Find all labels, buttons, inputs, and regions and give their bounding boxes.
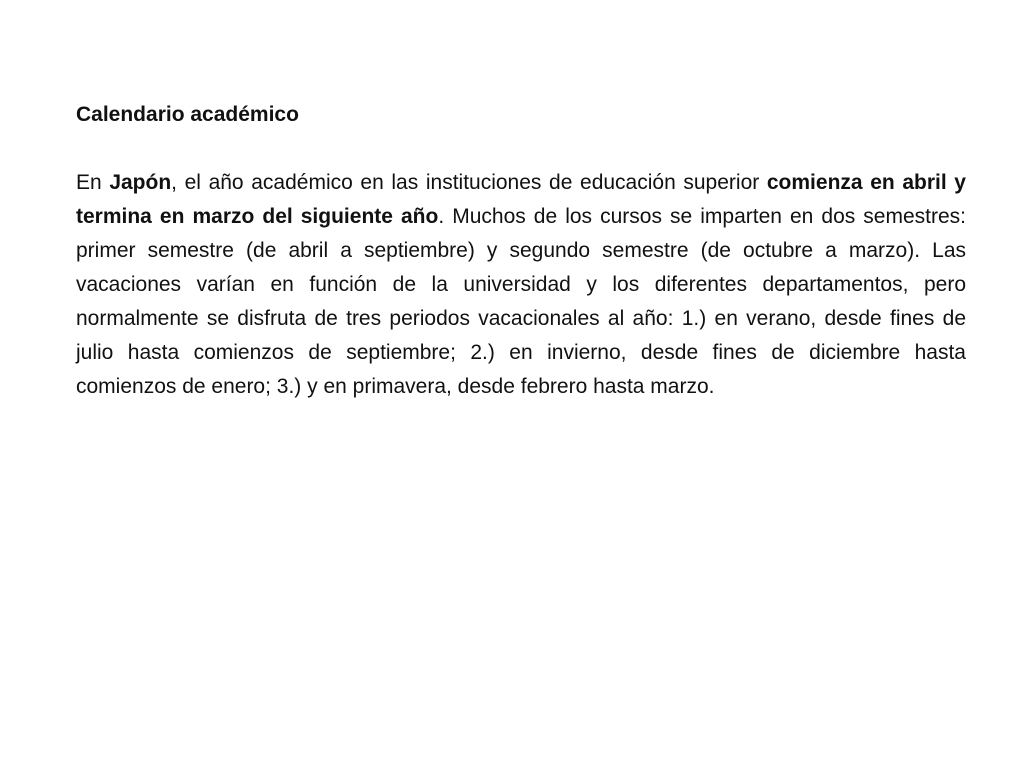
paragraph-text-1: En	[76, 171, 110, 194]
paragraph-text-3: . Muchos de los cursos se imparten en dos semestres: primer semestre (de abril a septiembre) y segundo semestre (de octubre a marzo). Las vacaciones varían en función de la universidad y los diferentes departamentos, pero normalmente se disfruta de tres periodos vacacionales al año: 1.) en verano, desde fines de julio hasta comienzos de septiembre; 2.) en invierno, desde fines de diciembre hasta comienzos de enero; 3.) y en primavera, desde febrero hasta marzo.	[76, 205, 966, 398]
paragraph-bold-dates: comienza en abril y termina en marzo del siguiente año	[76, 171, 966, 228]
slide-content	[76, 98, 966, 404]
slide-title: Calendario académico	[76, 103, 299, 126]
body-paragraph	[76, 166, 966, 404]
paragraph-bold-japan: Japón	[109, 171, 172, 194]
paragraph-text-2: , el año académico en las instituciones de educación superior	[171, 171, 767, 194]
